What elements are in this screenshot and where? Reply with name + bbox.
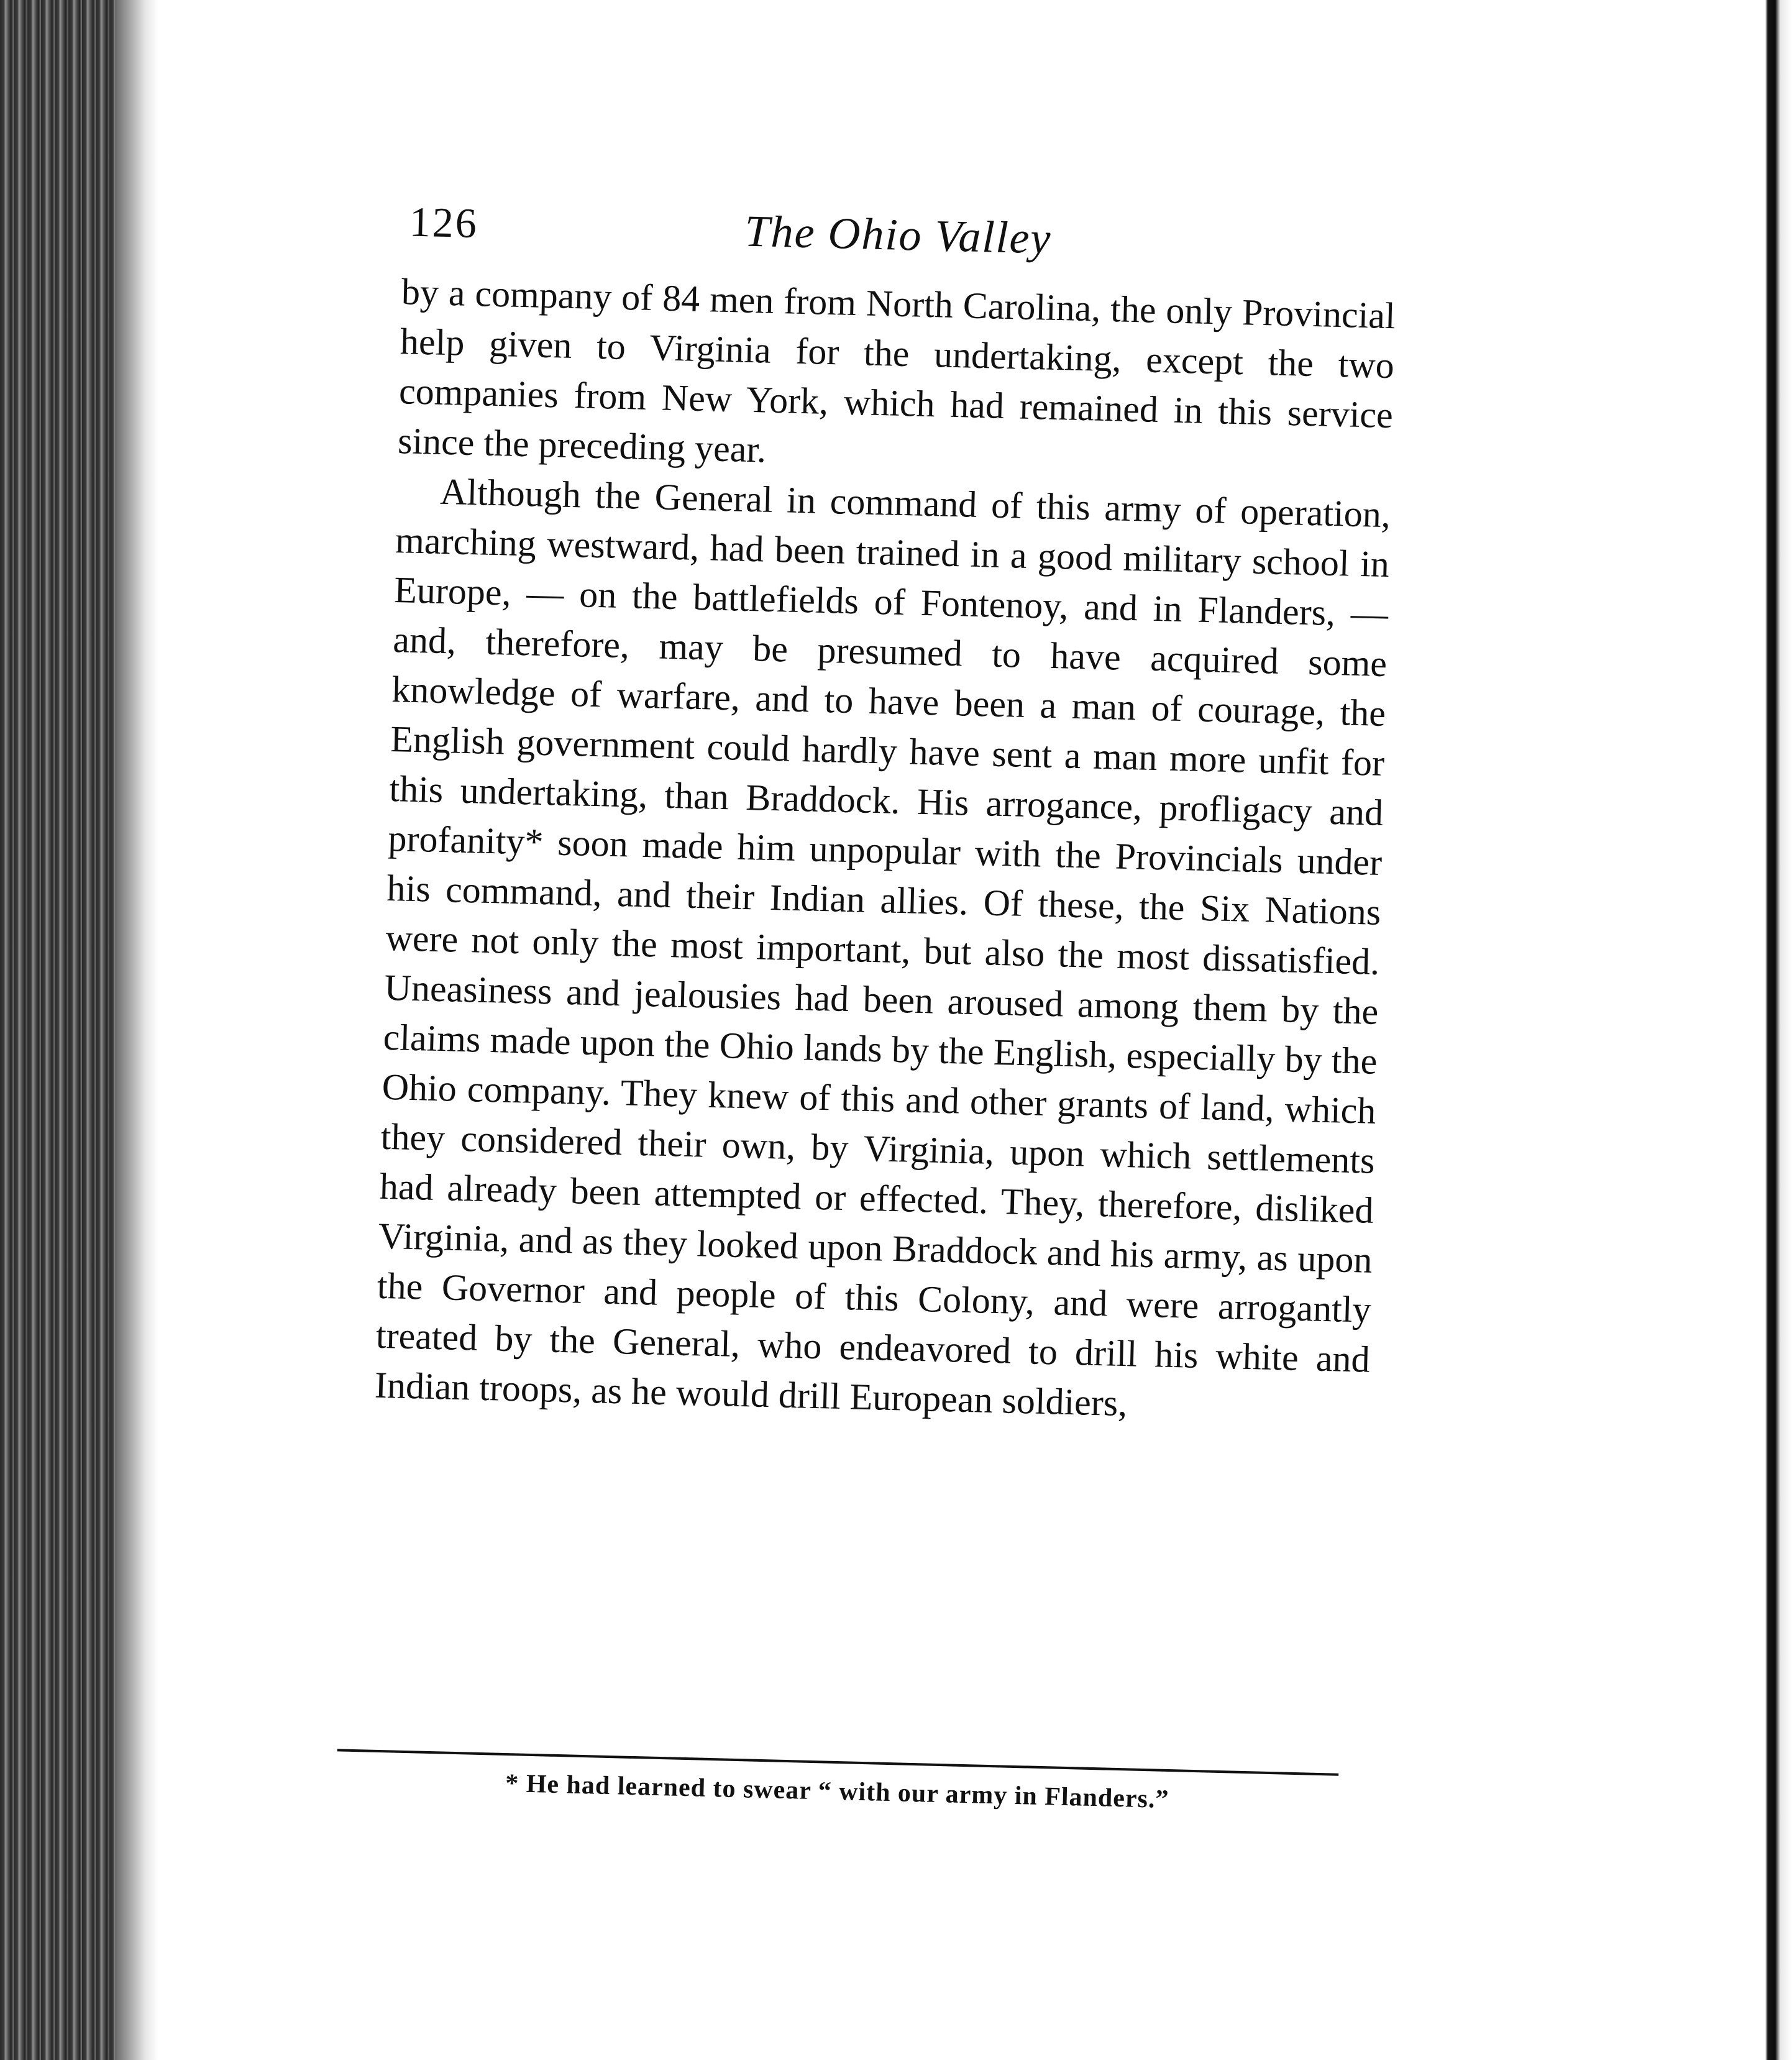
page-edge-shadow <box>1762 0 1792 2060</box>
running-title: The Ohio Valley <box>744 206 1053 263</box>
paragraph-2: Although the General in command of this army of operation, marching westward, had been trained in a good military school in Europe, — on the battlefields of Fontenoy, and in Flanders, — and, therefore, may be presumed to have acquired some knowledge of warfare, and to have been a man of courage, the English government could hardly have sent a man more unfit for this undertaking, than Braddock. His arrogance, profligacy and profanity* soon made him unpopular with the Provincials under his command, and their Indian allies. Of these, the Six Nations were not only the most important, but also the most dissatisfied. Uneasiness and jealousies had been aroused among them by the claims made upon the Ohio lands by the English, especially by the Ohio company. They knew of this and other grants of land, which they considered their own, by Virginia, upon which settlements had already been attempted or effected. They, therefore, disliked Virginia, and as they looked upon Braddock and his army, as upon the Governor and people of this Colony, and were arrogantly treated by the General, who endeavored to drill his white and Indian troops, as he would drill European soldiers, <box>374 470 1391 1424</box>
page-text-block <box>332 193 1404 1895</box>
footnote: * He had learned to swear “ with our army in Flanders.” <box>505 1769 1169 1815</box>
paragraph-1: by a company of 84 men from North Carolina, the only Provincial help given to Virginia for the undertaking, except the two companies from New York, which had remained in this service since the preceding year. <box>397 271 1396 470</box>
page-number: 126 <box>408 198 479 247</box>
body-text <box>374 267 1396 1434</box>
book-gutter <box>0 0 127 2060</box>
gutter-shadow <box>115 0 158 2060</box>
